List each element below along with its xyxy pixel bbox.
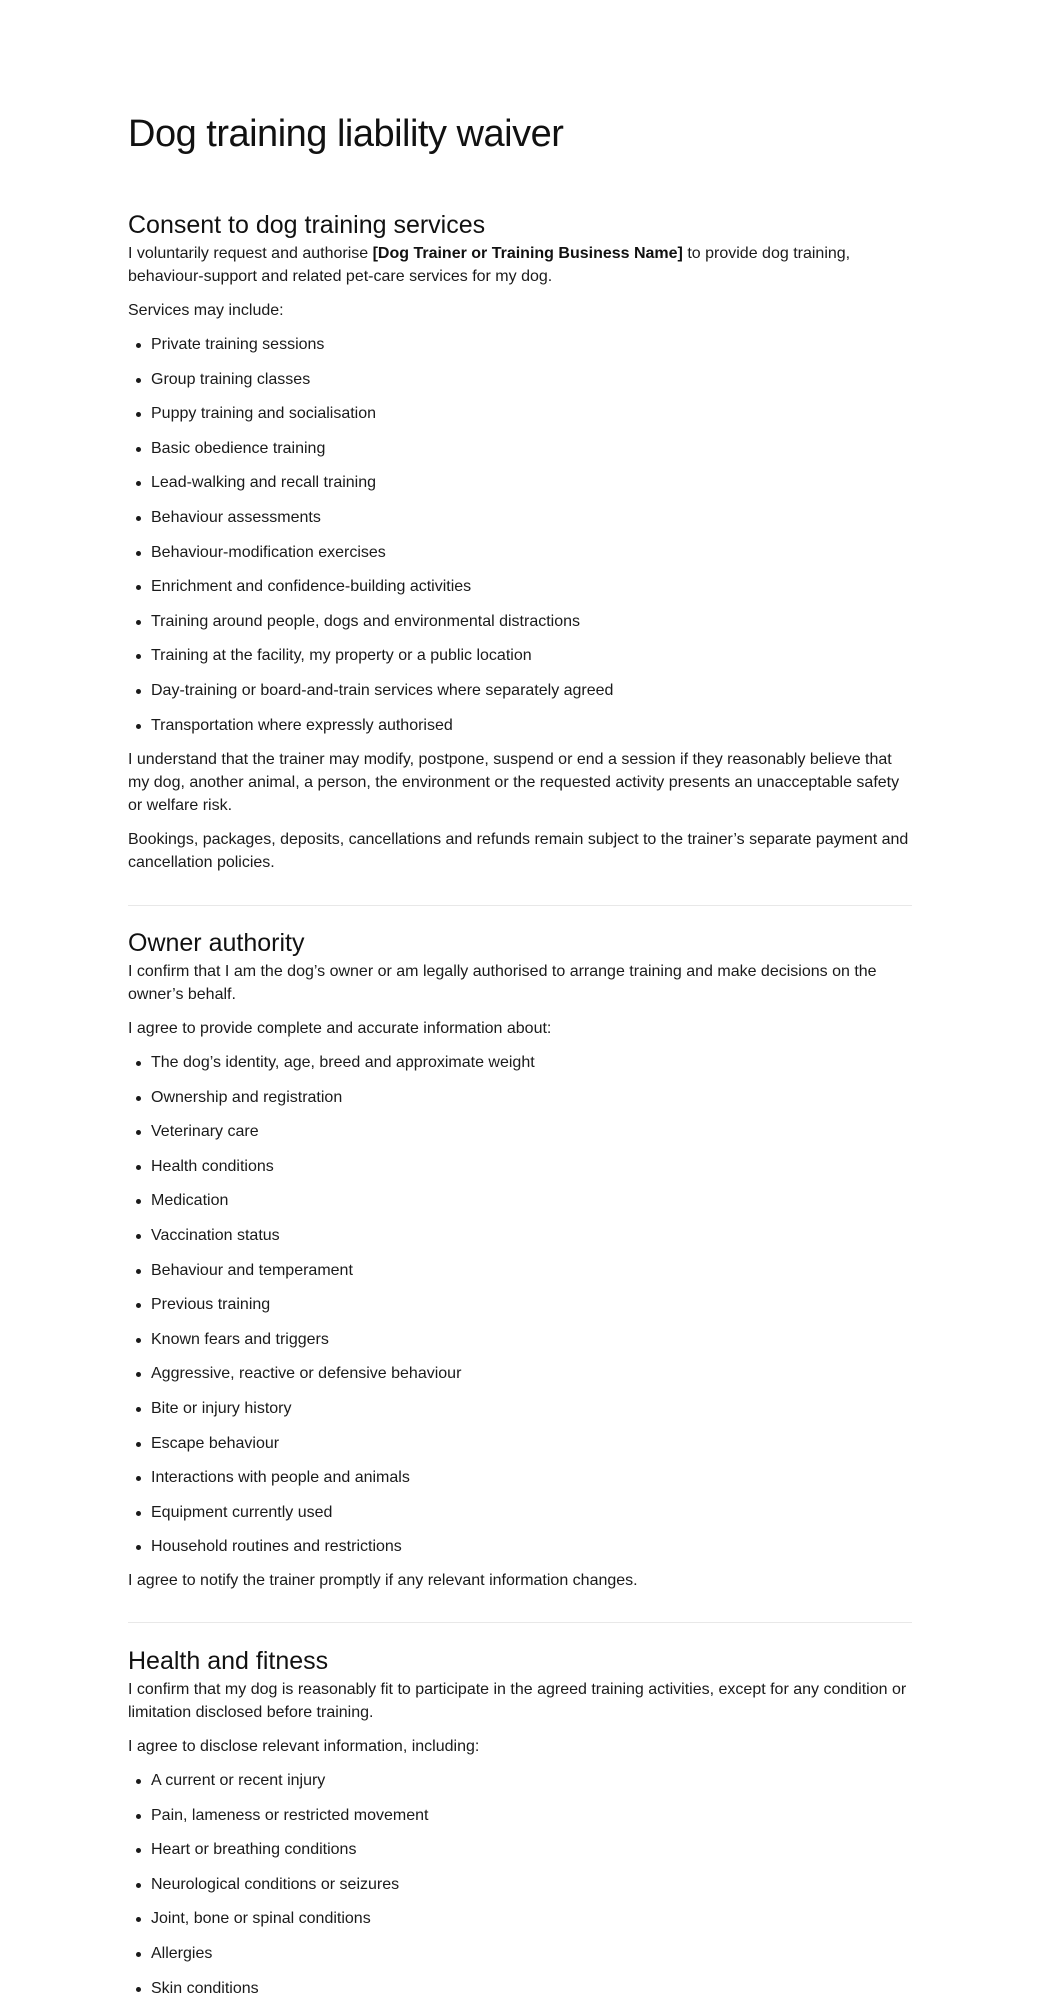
list-item xyxy=(128,1977,912,2000)
list-item xyxy=(128,679,912,702)
section-heading-owner: Owner authority xyxy=(128,929,305,957)
list-item-text: A current or recent injury xyxy=(151,1772,326,1789)
list-item-text: Medication xyxy=(151,1192,229,1210)
list-item xyxy=(128,1432,912,1455)
list-item xyxy=(128,1293,912,1316)
list-item-text: Household routines and restrictions xyxy=(151,1538,402,1556)
bullet-icon xyxy=(136,1952,141,1957)
list-item xyxy=(128,1838,912,1861)
list-item xyxy=(128,1086,912,1109)
list-item-text: Training at the facility, my property or a public location xyxy=(151,647,532,665)
list-item-text: Training around people, dogs and environmental distractions xyxy=(151,612,581,630)
bullet-icon xyxy=(136,1338,141,1343)
list-item-text: Vaccination status xyxy=(151,1226,280,1244)
list-item xyxy=(128,1051,912,1074)
bullet-icon xyxy=(136,1165,141,1170)
list-item xyxy=(128,1397,912,1420)
list-item xyxy=(128,575,912,598)
list-item-text: Enrichment and confidence-building activities xyxy=(151,578,472,596)
list-item xyxy=(128,1224,912,1247)
list-item-text: Interactions with people and animals xyxy=(151,1469,410,1487)
list-item-text: Day-training or board-and-train services where separately agreed xyxy=(151,681,614,699)
bullet-icon xyxy=(136,447,141,452)
list-item xyxy=(128,610,912,633)
list-item-text: Allergies xyxy=(151,1944,213,1962)
bullet-icon xyxy=(136,1130,141,1135)
list-item-text: Puppy training and socialisation xyxy=(151,405,377,423)
list-item xyxy=(128,1501,912,1524)
list-item xyxy=(128,1259,912,1282)
list-item xyxy=(128,506,912,529)
list-item-text: Transportation where expressly authorised xyxy=(151,716,453,734)
list-item-text: Pain, lameness or restricted movement xyxy=(151,1806,429,1824)
section-divider xyxy=(128,1622,912,1623)
list-item xyxy=(128,1155,912,1178)
list-item-text: Known fears and triggers xyxy=(151,1330,329,1348)
owner-confirm-paragraph: I confirm that I am the dog’s owner or am legally authorised to arrange training and make decisions on the owner’s behalf. xyxy=(128,963,877,1003)
bullet-icon xyxy=(136,1061,141,1066)
list-item-text: Lead-walking and recall training xyxy=(151,474,377,492)
bullet-icon xyxy=(136,689,141,694)
bullet-icon xyxy=(136,1442,141,1447)
bullet-icon xyxy=(136,1476,141,1481)
list-item-text: Group training classes xyxy=(151,370,311,388)
list-item-text: Skin conditions xyxy=(151,1979,259,1997)
bullet-icon xyxy=(136,1372,141,1377)
list-item-text: Ownership and registration xyxy=(151,1088,343,1106)
bullet-icon xyxy=(136,412,141,417)
list-item-text: Behaviour assessments xyxy=(151,508,321,526)
health-disclose-lead: I agree to disclose relevant information, including: xyxy=(128,1738,480,1755)
consent-intro-before: I voluntarily request and authorise xyxy=(128,245,373,262)
section-heading-health: Health and fitness xyxy=(128,1647,329,1675)
list-item-text: The dog’s identity, age, breed and approximate weight xyxy=(151,1054,535,1071)
trainer-name-placeholder: [Dog Trainer or Training Business Name] xyxy=(372,245,683,262)
consent-intro-after: to provide dog training, behaviour-support and related pet-care services for my dog. xyxy=(128,245,851,285)
list-item xyxy=(128,437,912,460)
section-health-fitness xyxy=(128,1644,912,2000)
modify-session-paragraph: I understand that the trainer may modify, postpone, suspend or end a session if they reasonably believe that my dog, another animal, a person, the environment or the requested activity presents an unacceptable safety or welfare risk. xyxy=(128,750,900,814)
list-item xyxy=(128,368,912,391)
list-item xyxy=(128,644,912,667)
list-item xyxy=(128,1769,912,1792)
bookings-paragraph: Bookings, packages, deposits, cancellations and refunds remain subject to the trainer’s separate payment and cancellation policies. xyxy=(128,830,909,871)
bullet-icon xyxy=(136,1814,141,1819)
list-item xyxy=(128,471,912,494)
list-item-text: Behaviour and temperament xyxy=(151,1261,353,1279)
section-consent xyxy=(128,208,912,874)
health-disclose-list xyxy=(128,1769,912,2000)
section-owner-authority xyxy=(128,926,912,1592)
document-title: Dog training liability waiver xyxy=(128,113,564,155)
list-item xyxy=(128,333,912,356)
list-item-text: Previous training xyxy=(151,1296,271,1314)
list-item-text: Health conditions xyxy=(151,1157,274,1175)
services-list xyxy=(128,333,912,737)
list-item xyxy=(128,1362,912,1385)
bullet-icon xyxy=(136,516,141,521)
bullet-icon xyxy=(136,1848,141,1853)
list-item-text: Joint, bone or spinal conditions xyxy=(151,1910,371,1928)
bullet-icon xyxy=(136,1199,141,1204)
list-item xyxy=(128,1804,912,1827)
bullet-icon xyxy=(136,551,141,556)
list-item-text: Private training sessions xyxy=(151,336,325,353)
consent-intro-paragraph xyxy=(128,242,912,288)
owner-info-list xyxy=(128,1051,912,1558)
bullet-icon xyxy=(136,1987,141,1992)
bullet-icon xyxy=(136,1096,141,1101)
list-item xyxy=(128,1907,912,1930)
bullet-icon xyxy=(136,1511,141,1516)
list-item-text: Behaviour-modification exercises xyxy=(151,543,386,561)
list-item-text: Equipment currently used xyxy=(151,1503,333,1521)
bullet-icon xyxy=(136,378,141,383)
health-fit-paragraph: I confirm that my dog is reasonably fit to participate in the agreed training activities, except for any condition or limitation disclosed before training. xyxy=(128,1681,907,1721)
list-item xyxy=(128,1120,912,1143)
bullet-icon xyxy=(136,1234,141,1239)
owner-info-lead: I agree to provide complete and accurate information about: xyxy=(128,1020,552,1037)
services-lead: Services may include: xyxy=(128,302,284,319)
list-item xyxy=(128,1328,912,1351)
list-item-text: Escape behaviour xyxy=(151,1434,280,1452)
list-item-text: Veterinary care xyxy=(151,1123,259,1141)
list-item-text: Heart or breathing conditions xyxy=(151,1841,357,1859)
list-item xyxy=(128,402,912,425)
bullet-icon xyxy=(136,1407,141,1412)
owner-notify-paragraph: I agree to notify the trainer promptly if any relevant information changes. xyxy=(128,1572,638,1590)
list-item xyxy=(128,1466,912,1489)
list-item-text: Neurological conditions or seizures xyxy=(151,1875,400,1893)
list-item xyxy=(128,714,912,737)
list-item xyxy=(128,541,912,564)
bullet-icon xyxy=(136,654,141,659)
list-item-text: Aggressive, reactive or defensive behaviour xyxy=(151,1365,462,1383)
bullet-icon xyxy=(136,1269,141,1274)
bullet-icon xyxy=(136,1917,141,1922)
bullet-icon xyxy=(136,1779,141,1784)
list-item xyxy=(128,1942,912,1965)
bullet-icon xyxy=(136,724,141,729)
bullet-icon xyxy=(136,1303,141,1308)
list-item-text: Bite or injury history xyxy=(151,1399,292,1417)
bullet-icon xyxy=(136,481,141,486)
bullet-icon xyxy=(136,1883,141,1888)
section-heading-consent: Consent to dog training services xyxy=(128,211,486,239)
bullet-icon xyxy=(136,585,141,590)
section-divider xyxy=(128,905,912,906)
list-item xyxy=(128,1873,912,1896)
list-item xyxy=(128,1189,912,1212)
list-item-text: Basic obedience training xyxy=(151,439,326,457)
bullet-icon xyxy=(136,1545,141,1550)
list-item xyxy=(128,1535,912,1558)
bullet-icon xyxy=(136,343,141,348)
bullet-icon xyxy=(136,620,141,625)
